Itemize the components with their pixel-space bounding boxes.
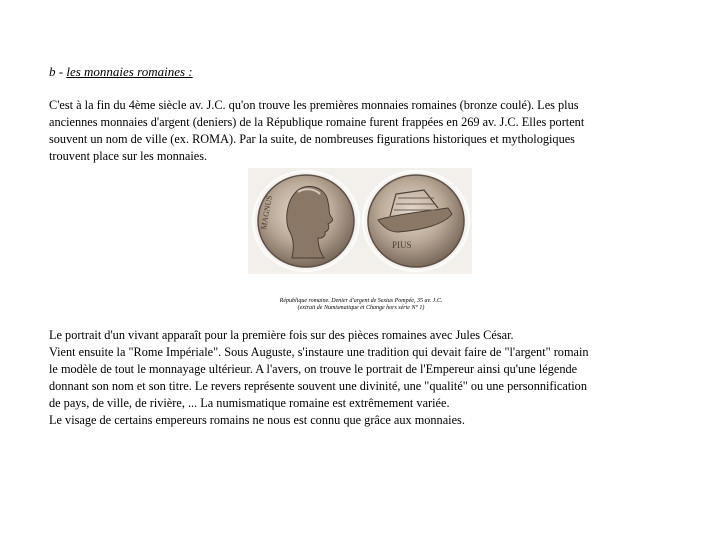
intro-line: trouvent place sur les monnaies. xyxy=(49,149,208,163)
obverse-legend: MAGNUS xyxy=(259,194,274,231)
body-line: Le visage de certains empereurs romains ne nous est connu que grâce aux monnaies. xyxy=(49,413,465,427)
section-heading xyxy=(49,64,193,80)
body-line: donnant son nom et son titre. Le revers représente souvent une divinité, une "qualité" ou une personnification xyxy=(49,379,587,393)
caption-line: (extrait de Numismatique et Change hors série N° 1) xyxy=(297,305,425,311)
body-line: Vient ensuite la "Rome Impériale". Sous Auguste, s'instaure une tradition qui devait faire de "l'argent" romain xyxy=(49,345,589,359)
intro-line: C'est à la fin du 4ème siècle av. J.C. qu'on trouve les premières monnaies romaines (bronze coulé). Les plus xyxy=(49,98,579,112)
body-line: le modèle de tout le monnayage ultérieur. A l'avers, on trouve le portrait de l'Empereur ainsi qu'une légende xyxy=(49,362,578,376)
intro-line: souvent un nom de ville (ex. ROMA). Par la suite, de nombreuses figurations historiques et mythologiques xyxy=(49,132,575,146)
coin-image xyxy=(248,168,472,274)
caption-line: République romaine. Denier d'argent de Sextus Pompée, 35 av. J.C. xyxy=(279,298,443,304)
body-line: Le portrait d'un vivant apparaît pour la première fois sur des pièces romaines avec Jules César. xyxy=(49,328,514,342)
intro-paragraph xyxy=(49,97,679,165)
body-paragraph xyxy=(49,327,679,429)
section-title: les monnaies romaines : xyxy=(66,64,193,79)
figure-caption xyxy=(250,298,472,312)
intro-line: anciennes monnaies d'argent (deniers) de la République romaine furent frappées en 269 av. J.C. Elles portent xyxy=(49,115,585,129)
reverse-legend: PIUS xyxy=(392,240,412,250)
body-line: de pays, de ville, de rivière, ... La numismatique romaine est extrêmement variée. xyxy=(49,396,450,410)
reverse-coin xyxy=(362,170,470,272)
obverse-coin xyxy=(252,170,360,272)
section-prefix: b - xyxy=(49,64,67,79)
